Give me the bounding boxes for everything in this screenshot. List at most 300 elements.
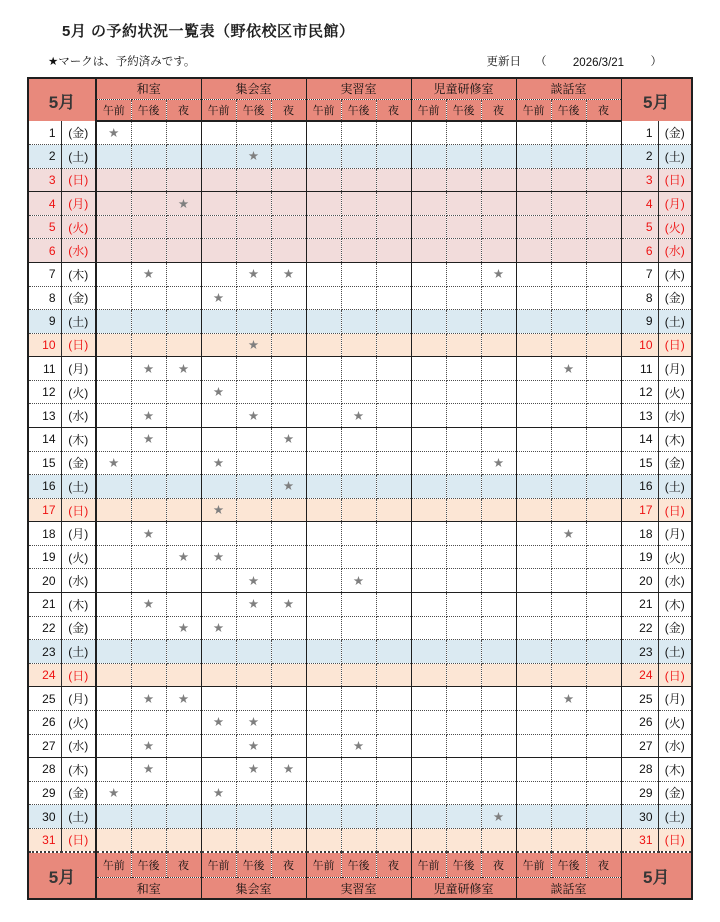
slot-cell [236, 663, 271, 687]
slot-cell [201, 215, 236, 239]
slot-cell [481, 687, 516, 711]
slot-cell [446, 734, 481, 758]
page-title: 5月 の予約状況一覧表（野依校区市民館） [62, 23, 355, 40]
slot-cell [201, 404, 236, 428]
slot-cell [446, 239, 481, 263]
slot-cell [236, 710, 271, 734]
slot-cell [516, 734, 551, 758]
slot-cell [96, 781, 131, 805]
day-row [28, 616, 692, 640]
reservation-table [27, 77, 693, 900]
slot-cell [236, 333, 271, 357]
slot-cell [96, 286, 131, 310]
slot-cell [376, 687, 411, 711]
slot-cell [236, 640, 271, 664]
slot-cell [271, 145, 306, 169]
slot-cell [411, 498, 446, 522]
slot-cell [201, 758, 236, 782]
slot-cell [131, 168, 166, 192]
slot-cell [166, 781, 201, 805]
slot-cell [376, 215, 411, 239]
slot-cell [481, 168, 516, 192]
slot-cell [446, 758, 481, 782]
slot-cell [516, 616, 551, 640]
period-header: 夜 [481, 99, 516, 121]
day-number-right: 4 [621, 192, 658, 216]
slot-cell [481, 333, 516, 357]
slot-cell [446, 215, 481, 239]
slot-cell [516, 663, 551, 687]
day-row [28, 475, 692, 499]
star-icon: ★ [247, 337, 260, 352]
slot-cell [271, 569, 306, 593]
slot-cell [306, 569, 341, 593]
slot-cell [96, 663, 131, 687]
slot-cell [586, 262, 621, 286]
slot-cell [586, 805, 621, 829]
slot-cell [341, 828, 376, 852]
day-number-right: 15 [621, 451, 658, 475]
slot-cell [201, 828, 236, 852]
slot-cell [446, 569, 481, 593]
day-of-week: (火) [61, 215, 96, 239]
day-row [28, 451, 692, 475]
slot-cell [341, 498, 376, 522]
slot-cell [376, 310, 411, 334]
slot-cell [236, 262, 271, 286]
slot-cell [376, 663, 411, 687]
day-row [28, 498, 692, 522]
slot-cell [236, 498, 271, 522]
slot-cell [481, 758, 516, 782]
slot-cell [411, 781, 446, 805]
slot-cell [586, 498, 621, 522]
slot-cell [551, 357, 586, 381]
star-icon: ★ [247, 738, 260, 753]
day-of-week-right: (日) [658, 333, 692, 357]
period-footer: 夜 [586, 852, 621, 878]
slot-cell [586, 380, 621, 404]
day-of-week-right: (水) [658, 404, 692, 428]
period-footer: 午後 [131, 852, 166, 878]
slot-cell [271, 215, 306, 239]
slot-cell [516, 357, 551, 381]
day-row [28, 569, 692, 593]
slot-cell [96, 262, 131, 286]
star-icon: ★ [212, 785, 225, 800]
slot-cell [306, 380, 341, 404]
star-icon: ★ [352, 408, 365, 423]
slot-cell [166, 475, 201, 499]
slot-cell [446, 451, 481, 475]
star-icon: ★ [142, 361, 155, 376]
star-icon: ★ [142, 691, 155, 706]
slot-cell [411, 333, 446, 357]
slot-cell [166, 593, 201, 617]
day-number-right: 1 [621, 121, 658, 145]
slot-cell [166, 121, 201, 145]
slot-cell [516, 310, 551, 334]
slot-cell [586, 333, 621, 357]
day-row [28, 710, 692, 734]
slot-cell [166, 687, 201, 711]
slot-cell [166, 522, 201, 546]
slot-cell [96, 380, 131, 404]
slot-cell [516, 498, 551, 522]
star-icon: ★ [247, 267, 260, 282]
slot-cell [201, 710, 236, 734]
slot-cell [586, 758, 621, 782]
slot-cell [271, 805, 306, 829]
slot-cell [96, 545, 131, 569]
slot-cell [586, 404, 621, 428]
day-of-week-right: (水) [658, 569, 692, 593]
slot-cell [481, 498, 516, 522]
slot-cell [131, 215, 166, 239]
star-icon: ★ [282, 432, 295, 447]
star-icon: ★ [282, 479, 295, 494]
slot-cell [166, 192, 201, 216]
slot-cell [481, 192, 516, 216]
day-of-week: (土) [61, 640, 96, 664]
day-of-week: (日) [61, 498, 96, 522]
slot-cell [236, 215, 271, 239]
day-of-week: (金) [61, 286, 96, 310]
star-icon: ★ [177, 691, 190, 706]
slot-cell [551, 215, 586, 239]
slot-cell [96, 734, 131, 758]
day-of-week: (木) [61, 428, 96, 452]
slot-cell [236, 404, 271, 428]
slot-cell [166, 262, 201, 286]
slot-cell [306, 286, 341, 310]
slot-cell [166, 451, 201, 475]
slot-cell [446, 404, 481, 428]
slot-cell [166, 357, 201, 381]
slot-cell [586, 640, 621, 664]
slot-cell [236, 192, 271, 216]
slot-cell [201, 310, 236, 334]
day-number: 31 [28, 828, 61, 852]
period-header: 午前 [96, 99, 131, 121]
day-number-right: 25 [621, 687, 658, 711]
star-icon: ★ [562, 526, 575, 541]
day-number-right: 22 [621, 616, 658, 640]
day-of-week: (金) [61, 781, 96, 805]
day-number: 21 [28, 593, 61, 617]
slot-cell [411, 663, 446, 687]
slot-cell [306, 828, 341, 852]
day-of-week: (火) [61, 545, 96, 569]
slot-cell [131, 428, 166, 452]
slot-cell [271, 475, 306, 499]
slot-cell [446, 616, 481, 640]
day-row [28, 168, 692, 192]
slot-cell [586, 145, 621, 169]
period-footer: 夜 [271, 852, 306, 878]
slot-cell [481, 121, 516, 145]
slot-cell [131, 310, 166, 334]
slot-cell [131, 145, 166, 169]
slot-cell [201, 805, 236, 829]
slot-cell [551, 262, 586, 286]
slot-cell [411, 404, 446, 428]
slot-cell [271, 333, 306, 357]
star-icon: ★ [247, 573, 260, 588]
day-of-week: (月) [61, 192, 96, 216]
slot-cell [306, 593, 341, 617]
slot-cell [551, 569, 586, 593]
day-number: 4 [28, 192, 61, 216]
day-number: 7 [28, 262, 61, 286]
slot-cell [341, 734, 376, 758]
slot-cell [201, 286, 236, 310]
slot-cell [271, 404, 306, 428]
slot-cell [271, 121, 306, 145]
day-number-right: 27 [621, 734, 658, 758]
slot-cell [271, 758, 306, 782]
period-footer: 午後 [236, 852, 271, 878]
slot-cell [306, 475, 341, 499]
day-row [28, 286, 692, 310]
slot-cell [481, 380, 516, 404]
footer-group-row [28, 878, 692, 899]
slot-cell [236, 310, 271, 334]
day-row [28, 758, 692, 782]
room-footer-5: 談話室 [516, 878, 621, 899]
day-of-week-right: (月) [658, 192, 692, 216]
slot-cell [481, 828, 516, 852]
day-number: 30 [28, 805, 61, 829]
day-row [28, 121, 692, 145]
slot-cell [271, 616, 306, 640]
slot-cell [516, 286, 551, 310]
slot-cell [236, 428, 271, 452]
period-footer: 午前 [96, 852, 131, 878]
slot-cell [201, 616, 236, 640]
slot-cell [166, 758, 201, 782]
slot-cell [131, 380, 166, 404]
slot-cell [236, 781, 271, 805]
room-header-5: 談話室 [516, 78, 621, 99]
star-icon: ★ [177, 361, 190, 376]
slot-cell [341, 663, 376, 687]
slot-cell [131, 758, 166, 782]
day-of-week: (水) [61, 734, 96, 758]
slot-cell [551, 192, 586, 216]
slot-cell [586, 734, 621, 758]
day-of-week: (月) [61, 522, 96, 546]
slot-cell [236, 758, 271, 782]
slot-cell [376, 593, 411, 617]
day-of-week-right: (土) [658, 640, 692, 664]
slot-cell [376, 522, 411, 546]
day-number: 9 [28, 310, 61, 334]
slot-cell [586, 451, 621, 475]
slot-cell [341, 262, 376, 286]
day-number: 5 [28, 215, 61, 239]
slot-cell [446, 286, 481, 310]
slot-cell [376, 357, 411, 381]
slot-cell [551, 475, 586, 499]
star-icon: ★ [142, 738, 155, 753]
star-icon: ★ [177, 196, 190, 211]
slot-cell [586, 310, 621, 334]
slot-cell [306, 734, 341, 758]
slot-cell [481, 145, 516, 169]
day-of-week-right: (火) [658, 380, 692, 404]
slot-cell [341, 593, 376, 617]
slot-cell [411, 451, 446, 475]
slot-cell [236, 734, 271, 758]
slot-cell [201, 262, 236, 286]
star-icon: ★ [492, 809, 505, 824]
slot-cell [376, 710, 411, 734]
slot-cell [411, 640, 446, 664]
slot-cell [271, 640, 306, 664]
slot-cell [446, 428, 481, 452]
day-number: 26 [28, 710, 61, 734]
room-footer-4: 児童研修室 [411, 878, 516, 899]
slot-cell [516, 569, 551, 593]
slot-cell [166, 710, 201, 734]
slot-cell [306, 239, 341, 263]
day-row [28, 262, 692, 286]
room-header-2: 集会室 [201, 78, 306, 99]
slot-cell [516, 522, 551, 546]
updated-date [487, 53, 663, 69]
star-icon: ★ [142, 526, 155, 541]
day-row [28, 145, 692, 169]
day-number-right: 18 [621, 522, 658, 546]
slot-cell [96, 710, 131, 734]
slot-cell [376, 239, 411, 263]
slot-cell [131, 333, 166, 357]
slot-cell [96, 616, 131, 640]
day-of-week: (水) [61, 239, 96, 263]
slot-cell [201, 522, 236, 546]
day-row [28, 828, 692, 852]
slot-cell [446, 522, 481, 546]
day-number-right: 14 [621, 428, 658, 452]
period-header: 午後 [446, 99, 481, 121]
day-number-right: 5 [621, 215, 658, 239]
star-icon: ★ [212, 620, 225, 635]
room-header-1: 和室 [96, 78, 201, 99]
slot-cell [236, 545, 271, 569]
slot-cell [481, 663, 516, 687]
slot-cell [131, 545, 166, 569]
slot-cell [166, 380, 201, 404]
slot-cell [306, 333, 341, 357]
slot-cell [236, 805, 271, 829]
slot-cell [271, 522, 306, 546]
slot-cell [411, 805, 446, 829]
star-icon: ★ [247, 715, 260, 730]
slot-cell [551, 710, 586, 734]
day-of-week-right: (木) [658, 262, 692, 286]
slot-cell [481, 475, 516, 499]
slot-cell [96, 522, 131, 546]
slot-cell [166, 310, 201, 334]
slot-cell [551, 286, 586, 310]
slot-cell [481, 781, 516, 805]
updated-label: 更新日 [486, 56, 521, 68]
period-footer: 午後 [341, 852, 376, 878]
slot-cell [96, 805, 131, 829]
star-icon: ★ [282, 267, 295, 282]
slot-cell [96, 215, 131, 239]
slot-cell [341, 805, 376, 829]
slot-cell [551, 498, 586, 522]
day-of-week: (金) [61, 121, 96, 145]
slot-cell [341, 451, 376, 475]
day-number: 14 [28, 428, 61, 452]
slot-cell [236, 239, 271, 263]
slot-cell [481, 357, 516, 381]
slot-cell [271, 239, 306, 263]
slot-cell [96, 640, 131, 664]
day-row [28, 192, 692, 216]
day-number-right: 2 [621, 145, 658, 169]
slot-cell [411, 828, 446, 852]
slot-cell [96, 451, 131, 475]
day-number-right: 31 [621, 828, 658, 852]
day-of-week-right: (木) [658, 593, 692, 617]
slot-cell [201, 663, 236, 687]
slot-cell [306, 616, 341, 640]
star-icon: ★ [142, 267, 155, 282]
slot-cell [446, 828, 481, 852]
slot-cell [411, 758, 446, 782]
day-row [28, 333, 692, 357]
slot-cell [586, 239, 621, 263]
day-of-week: (土) [61, 310, 96, 334]
slot-cell [516, 640, 551, 664]
star-icon: ★ [352, 738, 365, 753]
day-number: 24 [28, 663, 61, 687]
day-of-week-right: (木) [658, 758, 692, 782]
slot-cell [481, 239, 516, 263]
slot-cell [306, 522, 341, 546]
slot-cell [376, 781, 411, 805]
slot-cell [341, 522, 376, 546]
period-footer: 夜 [376, 852, 411, 878]
slot-cell [411, 192, 446, 216]
day-number-right: 13 [621, 404, 658, 428]
day-number: 17 [28, 498, 61, 522]
slot-cell [551, 451, 586, 475]
slot-cell [341, 758, 376, 782]
slot-cell [411, 168, 446, 192]
star-icon: ★ [212, 715, 225, 730]
slot-cell [306, 781, 341, 805]
slot-cell [551, 828, 586, 852]
period-header: 夜 [166, 99, 201, 121]
slot-cell [411, 262, 446, 286]
slot-cell [271, 451, 306, 475]
period-header: 夜 [376, 99, 411, 121]
slot-cell [551, 428, 586, 452]
period-header: 午後 [131, 99, 166, 121]
slot-cell [166, 286, 201, 310]
slot-cell [271, 734, 306, 758]
star-icon: ★ [108, 126, 120, 141]
day-number-right: 28 [621, 758, 658, 782]
period-footer: 午前 [411, 852, 446, 878]
slot-cell [96, 593, 131, 617]
slot-cell [166, 168, 201, 192]
